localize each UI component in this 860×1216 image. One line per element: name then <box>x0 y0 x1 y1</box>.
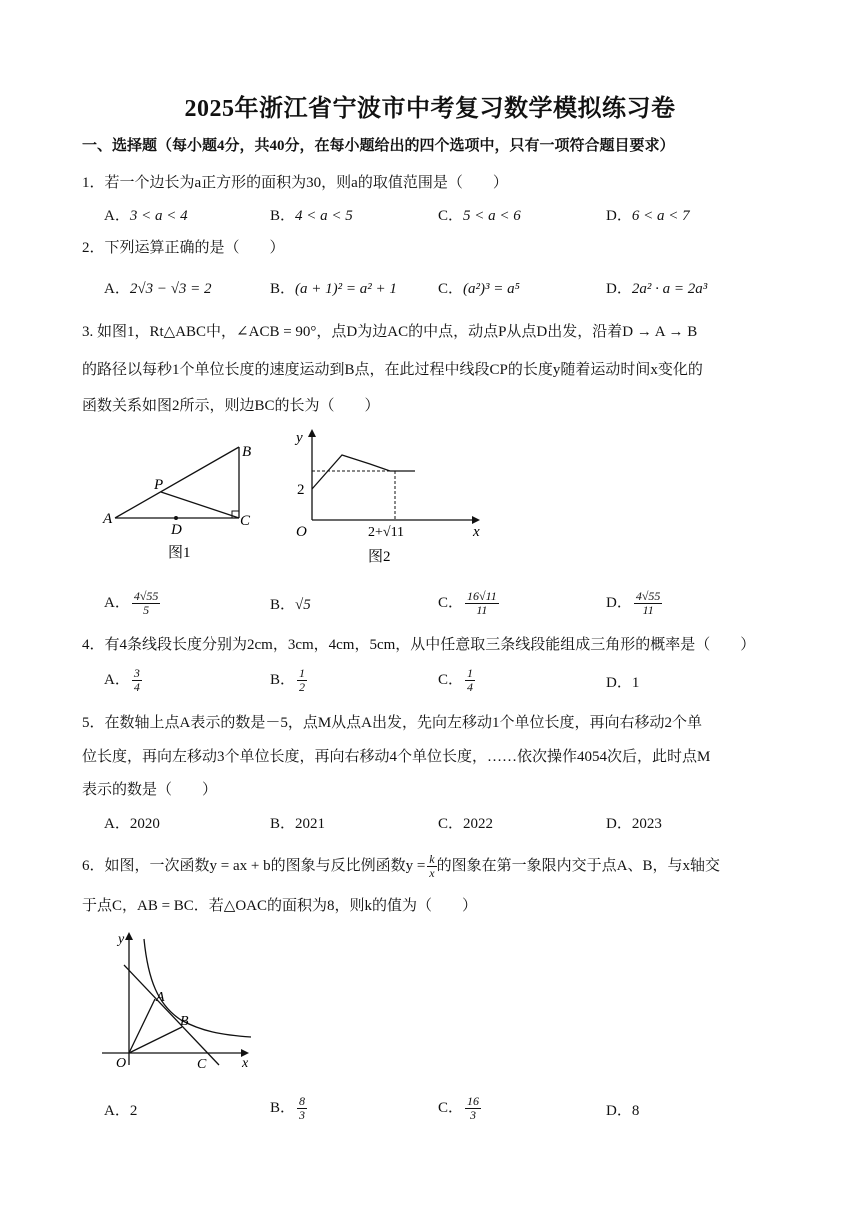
q2-option-c: C．(a²)³ = a⁵ <box>438 281 520 297</box>
fig2-label-2: 2 <box>297 482 305 498</box>
q5-option-d: D．2023 <box>606 816 662 832</box>
q2-option-a: A．2√3 − √3 = 2 <box>104 281 212 297</box>
q2-option-d: D．2a² · a = 2a³ <box>606 281 708 297</box>
q4-option-d: D．1 <box>606 675 640 691</box>
q1-stem: 1．若一个边长为a正方形的面积为30，则a的取值范围是（ ） <box>82 175 508 191</box>
q6-option-c: C． $\frac{16}{3}$ <box>438 1094 480 1122</box>
q6-option-a: A．2 <box>104 1103 138 1119</box>
fig2-label-xmark: 2+√11 <box>368 525 405 540</box>
q3-option-c: C． $\frac{16√11}{11}$ <box>438 589 497 617</box>
q3-stem-line1: 3. 如图1，Rt△ABC中，∠ACB = 90°，点D为边AC的中点，动点P从点D出发，沿着D → A → B <box>82 324 698 340</box>
fig1-label-p: P <box>154 477 164 493</box>
q3-option-b: B．√5 <box>270 597 311 613</box>
fig2-origin: O <box>296 524 307 540</box>
fig1-label-c: C <box>240 513 251 529</box>
q6-fig-label-c: C <box>197 1057 207 1072</box>
q4-option-a: A． $\frac{3}{4}$ <box>104 666 140 694</box>
q5-option-b: B．2021 <box>270 816 326 832</box>
q6-fig-origin: O <box>116 1056 127 1071</box>
q3-stem-line3: 函数关系如图2所示，则边BC的长为（ ） <box>82 398 380 414</box>
q1-option-c: C．5 < a < 6 <box>438 208 521 224</box>
q3-option-a: A． $\frac{4√55}{5}$ <box>104 589 159 617</box>
q1-option-d: D．6 < a < 7 <box>606 208 690 224</box>
q6-fig-axis-x: x <box>242 1056 249 1071</box>
fig1-caption: 图1 <box>168 545 191 561</box>
fig1-label-a: A <box>103 511 113 527</box>
q2-stem: 2．下列运算正确的是（ ） <box>82 240 285 256</box>
q2-option-b: B．(a + 1)² = a² + 1 <box>270 281 397 297</box>
q6-option-d: D．8 <box>606 1103 640 1119</box>
q3-option-d: D． $\frac{4√55}{11}$ <box>606 589 661 617</box>
q3-figure-1 <box>96 432 266 572</box>
q6-stem-line1: 6．如图，一次函数y = ax + b的图象与反比例函数y = $\frac{k}{x}$ 的图象在第一象限内交于点A、B，与x轴交 <box>82 852 720 880</box>
fig2-axis-x: x <box>473 524 480 540</box>
fig2-caption: 图2 <box>368 549 391 565</box>
q6-figure <box>96 925 266 1075</box>
q3-figure-2 <box>280 422 490 572</box>
q1-option-b: B．4 < a < 5 <box>270 208 353 224</box>
fig2-axis-y: y <box>296 430 303 446</box>
q4-stem: 4．有4条线段长度分别为2cm，3cm，4cm，5cm，从中任意取三条线段能组成三角形的概率是（ ） <box>82 637 756 653</box>
q5-option-c: C．2022 <box>438 816 494 832</box>
q3-stem-line2: 的路径以每秒1个单位长度的速度运动到B点，在此过程中线段CP的长度y随着运动时间x变化的 <box>82 362 703 378</box>
q4-option-c: C． $\frac{1}{4}$ <box>438 666 474 694</box>
q6-option-b: B． $\frac{8}{3}$ <box>270 1094 306 1122</box>
q5-stem-line3: 表示的数是（ ） <box>82 782 218 798</box>
section-heading: 一、选择题（每小题4分，共40分，在每小题给出的四个选项中，只有一项符合题目要求） <box>82 138 675 154</box>
fig1-label-b: B <box>242 444 252 460</box>
fig1-label-d: D <box>171 522 182 538</box>
q5-option-a: A．2020 <box>104 816 160 832</box>
q6-stem-line2: 于点C，AB = BC．若△OAC的面积为8，则k的值为（ ） <box>82 898 478 914</box>
q1-option-a: A．3 < a < 4 <box>104 208 188 224</box>
q6-fig-label-b: B <box>180 1014 189 1029</box>
q6-fig-axis-y: y <box>118 932 125 947</box>
q6-fig-label-a: A <box>156 990 165 1005</box>
q5-stem-line1: 5．在数轴上点A表示的数是－5，点M从点A出发，先向左移动1个单位长度，再向右移动2个单 <box>82 715 703 731</box>
q5-stem-line2: 位长度，再向左移动3个单位长度，再向右移动4个单位长度，……依次操作4054次后，此时点M <box>82 749 711 765</box>
page-title: 2025年浙江省宁波市中考复习数学模拟练习卷 <box>184 96 676 122</box>
q4-option-b: B． $\frac{1}{2}$ <box>270 666 306 694</box>
